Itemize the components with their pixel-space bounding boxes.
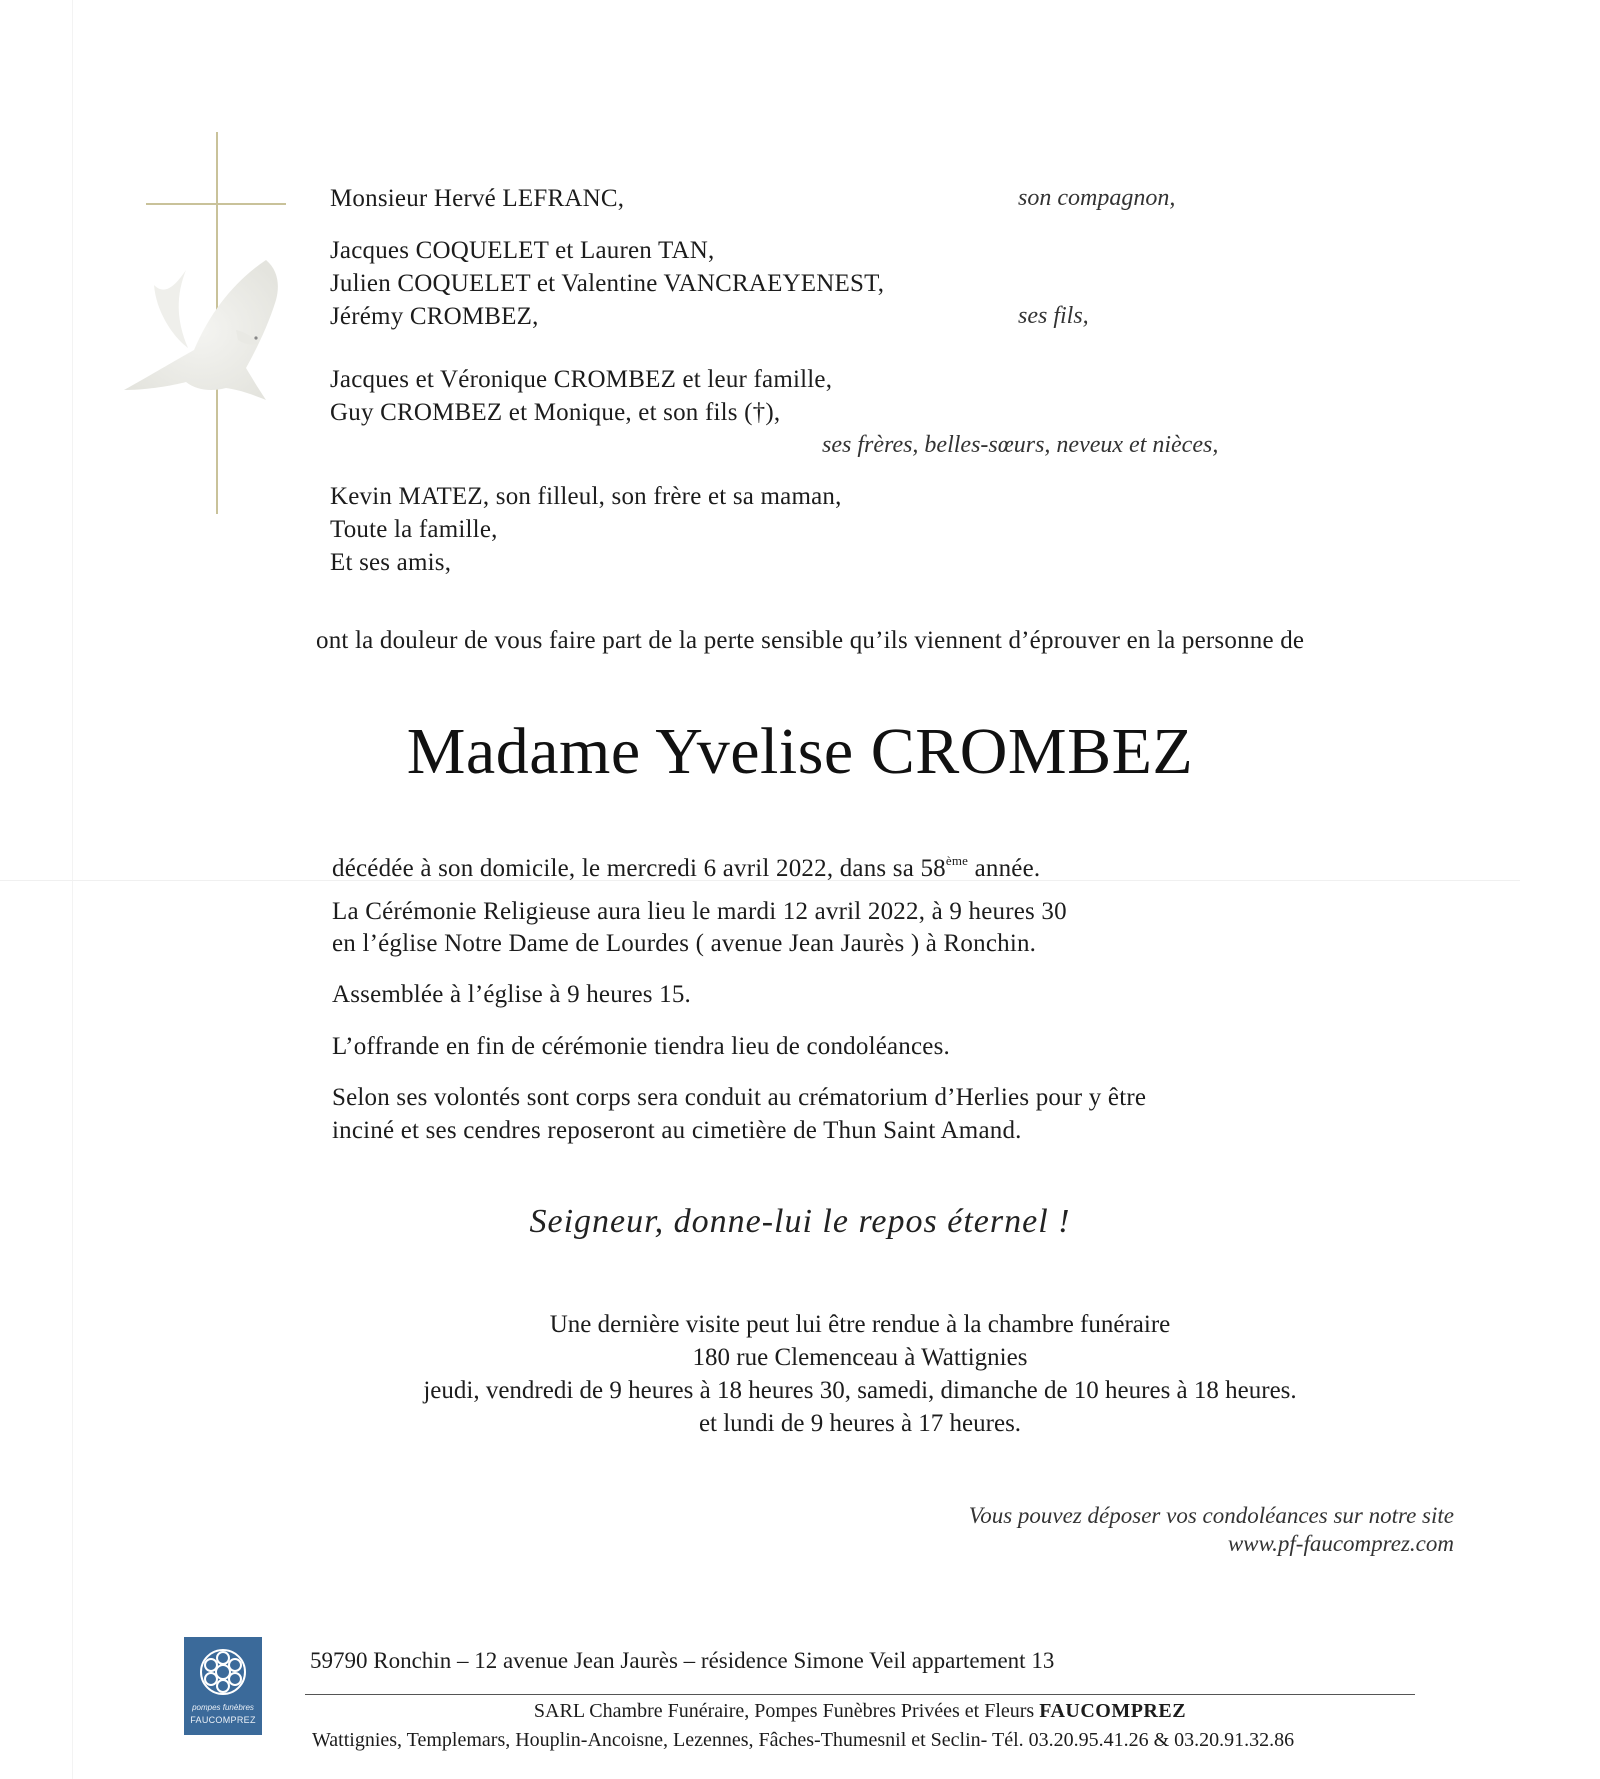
footer-company (0, 1698, 1600, 1724)
wishes-line-1: Selon ses volontés sont corps sera conduit au crématorium d’Herlies pour y être (332, 1084, 1147, 1111)
son-line-3: Jérémy CROMBEZ, (330, 303, 539, 330)
condolences-text: Vous pouvez déposer vos condoléances sur notre site (968, 1503, 1454, 1528)
footer-company-name: FAUCOMPREZ (1039, 1700, 1187, 1722)
dove-icon (116, 240, 286, 440)
footer-address: 59790 Ronchin – 12 avenue Jean Jaurès – résidence Simone Veil appartement 13 (310, 1648, 1055, 1673)
footer-towns: Wattignies, Templemars, Houplin-Ancoisne, Lezennes, Fâches-Thumesnil et Seclin- Tél. 03.20.95.41.26 & 03.20.91.32.86 (312, 1729, 1295, 1751)
visit-line-3: jeudi, vendredi de 9 heures à 18 heures 30, samedi, dimanche de 10 heures à 18 heures. (423, 1377, 1297, 1404)
death-text-after: année. (968, 855, 1041, 882)
visit-line-2: 180 rue Clemenceau à Wattignies (692, 1344, 1028, 1371)
other-line-3: Et ses amis, (330, 549, 452, 576)
scan-edge (72, 0, 73, 1779)
other-line-2: Toute la famille, (330, 516, 498, 543)
ceremony-line-2: en l’église Notre Dame de Lourdes ( avenue Jean Jaurès ) à Ronchin. (332, 930, 1037, 957)
ceremony-line-1: La Cérémonie Religieuse aura lieu le mardi 12 avril 2022, à 9 heures 30 (332, 898, 1067, 925)
companion-name: Monsieur Hervé LEFRANC, (330, 185, 625, 212)
logo-tagline: pompes funèbres (192, 1703, 254, 1712)
deceased-name: Madame Yvelise CROMBEZ (406, 715, 1194, 788)
death-line (332, 846, 1040, 884)
sibling-line-2: Guy CROMBEZ et Monique, et son fils (†), (330, 399, 781, 426)
other-line-1: Kevin MATEZ, son filleul, son frère et sa maman, (330, 483, 842, 510)
visit-line-1: Une dernière visite peut lui être rendue à la chambre funéraire (549, 1311, 1171, 1338)
footer-company-prefix: SARL Chambre Funéraire, Pompes Funèbres Privées et Fleurs (533, 1700, 1040, 1722)
sibling-line-1: Jacques et Véronique CROMBEZ et leur famille, (330, 366, 833, 393)
wishes-line-2: inciné et ses cendres reposeront au cimetière de Thun Saint Amand. (332, 1117, 1022, 1144)
announcement-text: ont la douleur de vous faire part de la perte sensible qu’ils viennent d’éprouver en la personne de (316, 627, 1305, 654)
son-line-2: Julien COQUELET et Valentine VANCRAEYENEST, (330, 270, 885, 297)
death-text-before: décédée à son domicile, le mercredi 6 avril 2022, dans sa 58 (332, 855, 946, 882)
sons-role: ses fils, (1018, 303, 1089, 329)
death-ordinal-suffix: ème (945, 853, 969, 868)
visit-line-4: et lundi de 9 heures à 17 heures. (698, 1410, 1022, 1437)
cross-horizontal (146, 203, 286, 205)
condolences-url[interactable]: www.pf-faucomprez.com (1227, 1531, 1454, 1556)
prayer-text: Seigneur, donne-lui le repos éternel ! (529, 1203, 1071, 1240)
son-line-1: Jacques COQUELET et Lauren TAN, (330, 237, 715, 264)
companion-role: son compagnon, (1018, 185, 1176, 211)
footer-divider (305, 1694, 1415, 1695)
logo-brand: FAUCOMPREZ (190, 1715, 256, 1725)
offering-line: L’offrande en fin de cérémonie tiendra lieu de condoléances. (332, 1033, 950, 1060)
rosette-icon (197, 1646, 249, 1698)
siblings-role: ses frères, belles-sœurs, neveux et nièces, (822, 432, 1219, 458)
assembly-line: Assemblée à l’église à 9 heures 15. (332, 981, 691, 1008)
